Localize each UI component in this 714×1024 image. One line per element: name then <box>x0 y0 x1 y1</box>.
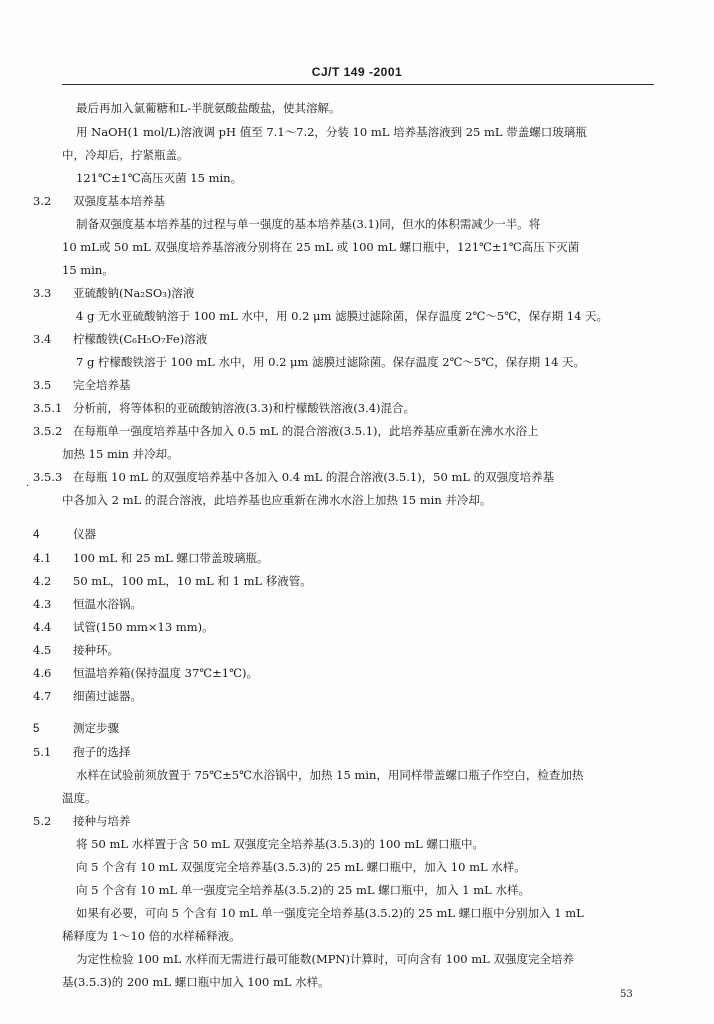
section-text: 分析前，将等体积的亚硫酸钠溶液(3.3)和柠檬酸铁溶液(3.4)混合。 <box>73 401 416 415</box>
section-heading-s43 <box>33 599 142 611</box>
section-heading-s42 <box>33 576 312 588</box>
section-number: 3.3 <box>33 286 52 300</box>
section-text: 接种与培养 <box>73 814 131 828</box>
section-number: 5.1 <box>33 745 52 759</box>
section-heading-s34 <box>33 334 207 346</box>
section-heading-s4 <box>33 530 96 542</box>
section-number: 4.5 <box>33 643 52 657</box>
section-heading-s47 <box>33 691 142 703</box>
section-number: 4.1 <box>33 551 52 565</box>
section-text: 孢子的选择 <box>73 745 131 759</box>
section-number: 4.3 <box>33 597 52 611</box>
section-heading-s41 <box>33 553 268 565</box>
section-number: 4.4 <box>33 620 52 634</box>
section-text: 细菌过滤器。 <box>73 689 142 703</box>
section-text: 测定步骤 <box>73 723 119 735</box>
text-line: 温度。 <box>62 791 97 805</box>
text-line: 将 50 mL 水样置于含 50 mL 双强度完全培养基(3.5.3)的 100 mL 螺口瓶中。 <box>76 837 484 851</box>
text-line: 121℃±1℃高压灭菌 15 min。 <box>76 171 243 185</box>
section-number: 3.4 <box>33 332 52 346</box>
section-heading-s52 <box>33 816 131 828</box>
section-text: 柠檬酸铁(C₆H₅O₇Fe)溶液 <box>73 332 208 346</box>
section-number: 4.2 <box>33 574 52 588</box>
header-rule <box>62 84 654 85</box>
section-text: 在每瓶单一强度培养基中各加入 0.5 mL 的混合溶液(3.5.1)，此培养基应重新在沸水水浴上 <box>73 424 539 438</box>
text-line: 为定性检验 100 mL 水样而无需进行最可能数(MPN)计算时，可向含有 100 mL 双强度完全培养 <box>76 952 574 966</box>
text-line: 7 g 柠檬酸铁溶于 100 mL 水中，用 0.2 μm 滤膜过滤除菌。保存温度 2℃～5℃，保存期 14 天。 <box>76 355 586 369</box>
section-text: 双强度基本培养基 <box>73 194 165 208</box>
margin-mark: · <box>26 481 30 492</box>
section-number: 5 <box>33 723 40 735</box>
text-line: 向 5 个含有 10 mL 单一强度完全培养基(3.5.2)的 25 mL 螺口瓶中，加入 1 mL 水样。 <box>76 883 530 897</box>
section-text: 试管(150 mm×13 mm)。 <box>73 620 214 634</box>
section-text: 在每瓶 10 mL 的双强度培养基中各加入 0.4 mL 的混合溶液(3.5.1)，50 mL 的双强度培养基 <box>73 470 555 484</box>
text-line: 中，冷却后，拧紧瓶盖。 <box>62 148 189 162</box>
section-text: 完全培养基 <box>73 378 131 392</box>
section-heading-s46 <box>33 668 258 680</box>
running-header: CJ/T 149 -2001 <box>311 65 403 79</box>
section-number: 3.2 <box>33 194 52 208</box>
section-heading-s32 <box>33 196 165 208</box>
section-number: 4.6 <box>33 666 52 680</box>
section-text: 亚硫酸钠(Na₂SO₃)溶液 <box>73 286 195 300</box>
section-heading-s45 <box>33 645 119 657</box>
text-line: 用 NaOH(1 mol/L)溶液调 pH 值至 7.1～7.2，分装 10 mL 培养基溶液到 25 mL 带盖螺口玻璃瓶 <box>76 125 587 139</box>
section-text: 恒温培养箱(保持温度 37℃±1℃)。 <box>73 666 258 680</box>
section-heading-s352 <box>33 426 539 438</box>
section-text: 接种环。 <box>73 643 119 657</box>
section-text: 100 mL 和 25 mL 螺口带盖玻璃瓶。 <box>73 551 269 565</box>
text-line: 制备双强度基本培养基的过程与单一强度的基本培养基(3.1)同，但水的体积需减少一半。将 <box>76 217 541 231</box>
section-heading-s5 <box>33 724 119 736</box>
section-number: 4 <box>33 529 40 541</box>
text-line: 稀释度为 1～10 倍的水样稀释液。 <box>62 929 241 943</box>
section-number: 5.2 <box>33 814 52 828</box>
text-line: 基(3.5.3)的 200 mL 螺口瓶中加入 100 mL 水样。 <box>62 975 330 989</box>
text-line: 最后再加入氯葡糖和L-半胱氨酸盐酸盐，使其溶解。 <box>76 101 341 115</box>
text-line: 向 5 个含有 10 mL 双强度完全培养基(3.5.3)的 25 mL 螺口瓶中，加入 10 mL 水样。 <box>76 860 526 874</box>
section-heading-s33 <box>33 288 194 300</box>
section-number: 3.5 <box>33 378 52 392</box>
text-line: 中各加入 2 mL 的混合溶液，此培养基也应重新在沸水水浴上加热 15 min 并冷却。 <box>62 493 492 507</box>
section-text: 恒温水浴锅。 <box>73 597 142 611</box>
text-line: 15 min。 <box>62 263 114 277</box>
section-text: 仪器 <box>73 529 96 541</box>
section-heading-s35 <box>33 380 131 392</box>
section-number: 3.5.2 <box>33 424 63 438</box>
section-heading-s51 <box>33 747 131 759</box>
text-line: 10 mL或 50 mL 双强度培养基溶液分别将在 25 mL 或 100 mL 螺口瓶中，121℃±1℃高压下灭菌 <box>62 240 580 254</box>
section-heading-s44 <box>33 622 214 634</box>
section-heading-s351 <box>33 403 415 415</box>
text-line: 水样在试验前须放置于 75℃±5℃水浴锅中，加热 15 min，用同样带盖螺口瓶子作空白，检查加热 <box>76 768 584 782</box>
text-line: 加热 15 min 并冷却。 <box>62 447 179 461</box>
text-line: 如果有必要，可向 5 个含有 10 mL 单一强度完全培养基(3.5.2)的 25 mL 螺口瓶中分别加入 1 mL <box>76 906 584 920</box>
section-text: 50 mL，100 mL，10 mL 和 1 mL 移液管。 <box>73 574 312 588</box>
section-number: 4.7 <box>33 689 52 703</box>
section-number: 3.5.1 <box>33 401 63 415</box>
page-number: 53 <box>620 989 633 1000</box>
text-line: 4 g 无水亚硫酸钠溶于 100 mL 水中，用 0.2 μm 滤膜过滤除菌，保存温度 2℃～5℃，保存期 14 天。 <box>76 309 609 323</box>
section-heading-s353 <box>33 472 554 484</box>
section-number: 3.5.3 <box>33 470 63 484</box>
